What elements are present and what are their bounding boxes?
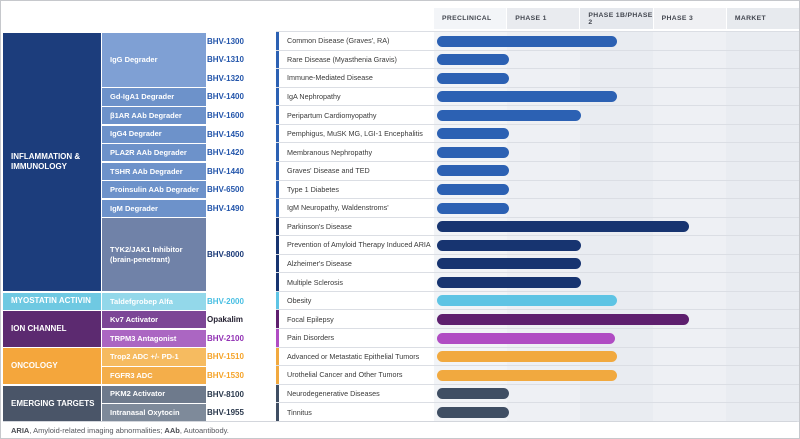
indication-label: Multiple Sclerosis [279, 273, 433, 291]
mechanism-label: TSHR AAb Degrader [110, 166, 183, 176]
mechanism-label: IgG4 Degrader [110, 129, 162, 139]
stage-progress-bar [437, 203, 509, 214]
pipeline-row [276, 385, 799, 404]
program-id [207, 292, 273, 311]
program-id-label: Opakalim [207, 315, 244, 325]
row-chart-area [433, 181, 799, 199]
program-id-label: BHV-2100 [207, 333, 244, 343]
program-id-label: BHV-1530 [207, 371, 244, 381]
category-label: ONCOLOGY [11, 361, 58, 371]
pipeline-row [276, 162, 799, 181]
footnote [3, 421, 797, 438]
program-id-label: BHV-6500 [207, 185, 244, 195]
program-id [207, 385, 273, 404]
mechanism-label: TYK2/JAK1 Inhibitor (brain-penetrant) [110, 245, 183, 264]
row-chart-area [433, 199, 799, 217]
mechanism-label: PLA2R AAb Degrader [110, 148, 187, 158]
stage-progress-bar [437, 240, 581, 251]
stage-progress-bar [437, 277, 581, 288]
stage-progress-bar [437, 314, 689, 325]
pipeline-row [276, 88, 799, 107]
footnote-segment: AAb [164, 425, 180, 435]
program-id [207, 181, 273, 200]
stage-progress-bar [437, 110, 581, 121]
stage-progress-bar [437, 333, 615, 344]
mechanism-label: Gd-IgA1 Degrader [110, 92, 175, 102]
mechanism-label: TRPM3 Antagonist [110, 333, 177, 343]
indication-label: Rare Disease (Myasthenia Gravis) [279, 51, 433, 69]
mechanism-block [102, 218, 206, 291]
program-id-label: BHV-1320 [207, 73, 244, 83]
row-chart-area [433, 143, 799, 161]
pipeline-row [276, 255, 799, 274]
program-id [207, 32, 273, 51]
program-id-label: BHV-1955 [207, 408, 244, 418]
mechanism-block [102, 293, 206, 310]
footnote-text [11, 426, 229, 435]
stage-progress-bar [437, 258, 581, 269]
program-id [207, 329, 273, 348]
pipeline-row [276, 51, 799, 70]
mechanism-label: Kv7 Activator [110, 315, 159, 325]
pipeline-row [276, 403, 799, 422]
mechanism-label: Proinsulin AAb Degrader [110, 185, 199, 195]
program-id-label: BHV-1400 [207, 92, 244, 102]
program-id [207, 143, 273, 162]
program-id [207, 69, 273, 88]
row-chart-area [433, 106, 799, 124]
mechanism-block [102, 348, 206, 365]
category-block [3, 311, 101, 347]
stage-progress-bar [437, 147, 509, 158]
indication-label: Common Disease (Graves', RA) [279, 32, 433, 50]
indication-label: Immune-Mediated Disease [279, 69, 433, 87]
row-chart-area [433, 329, 799, 347]
row-chart-area [433, 236, 799, 254]
pipeline-row [276, 125, 799, 144]
pipeline-row [276, 32, 799, 51]
indication-label: Urothelial Cancer and Other Tumors [279, 366, 433, 384]
program-id [207, 199, 273, 218]
pipeline-row [276, 292, 799, 311]
row-chart-area [433, 88, 799, 106]
indication-label: IgM Neuropathy, Waldenstroms' [279, 199, 433, 217]
program-id-label: BHV-1490 [207, 203, 244, 213]
category-label: MYOSTATIN ACTIVIN [11, 296, 91, 306]
program-id [207, 218, 273, 292]
category-block [3, 386, 101, 422]
stage-progress-bar [437, 221, 689, 232]
indication-label: Advanced or Metastatic Epithelial Tumors [279, 348, 433, 366]
row-chart-area [433, 125, 799, 143]
mechanism-label: FGFR3 ADC [110, 370, 153, 380]
pipeline-row [276, 273, 799, 292]
program-id-label: BHV-1600 [207, 111, 244, 121]
indication-label: Neurodegenerative Diseases [279, 385, 433, 403]
mechanism-block [102, 33, 206, 87]
pipeline-row [276, 199, 799, 218]
stage-progress-bar [437, 388, 509, 399]
category-block [3, 348, 101, 384]
indication-label: IgA Nephropathy [279, 88, 433, 106]
phase-header-phase-1b-phase-2: PHASE 1B/PHASE 2 [580, 8, 652, 29]
category-label: EMERGING TARGETS [11, 398, 95, 408]
row-chart-area [433, 348, 799, 366]
mechanism-block [102, 126, 206, 143]
row-chart-area [433, 162, 799, 180]
mechanism-block [102, 330, 206, 347]
mechanism-block [102, 200, 206, 217]
row-chart-area [433, 385, 799, 403]
phase-header-market: MARKET [727, 8, 799, 29]
footnote-segment: ARIA [11, 425, 30, 435]
program-id-label: BHV-1510 [207, 352, 244, 362]
indication-label: Alzheimer's Disease [279, 255, 433, 273]
row-chart-area [433, 292, 799, 310]
indication-label: Type 1 Diabetes [279, 181, 433, 199]
pipeline-row [276, 69, 799, 88]
category-block [3, 293, 101, 310]
program-id-label: BHV-8000 [207, 250, 244, 260]
mechanism-block [102, 163, 206, 180]
program-id [207, 125, 273, 144]
program-id-label: BHV-1420 [207, 148, 244, 158]
stage-progress-bar [437, 351, 617, 362]
indication-label: Peripartum Cardiomyopathy [279, 106, 433, 124]
mechanism-label: PKM2 Activator [110, 389, 166, 399]
mechanism-label: IgM Degrader [110, 203, 158, 213]
indication-label: Parkinson's Disease [279, 218, 433, 236]
indication-label: Obesity [279, 292, 433, 310]
program-id-label: BHV-1300 [207, 36, 244, 46]
program-id [207, 311, 273, 330]
program-id [207, 162, 273, 181]
mechanism-block [102, 181, 206, 198]
program-id-label: BHV-1310 [207, 55, 244, 65]
program-id [207, 88, 273, 107]
row-chart-area [433, 51, 799, 69]
footnote-segment: , Amyloid-related imaging abnormalities; [29, 425, 165, 435]
indication-rows [276, 31, 799, 422]
stage-progress-bar [437, 407, 509, 418]
program-id [207, 348, 273, 367]
mechanism-label: Intranasal Oxytocin [110, 408, 180, 418]
pipeline-row [276, 106, 799, 125]
mechanism-block [102, 88, 206, 105]
mechanism-block [102, 144, 206, 161]
mechanism-block [102, 367, 206, 384]
mechanism-label: β1AR AAb Degrader [110, 110, 182, 120]
mechanism-label: Trop2 ADC +/- PD-1 [110, 352, 179, 362]
row-chart-area [433, 366, 799, 384]
stage-progress-bar [437, 165, 509, 176]
stage-progress-bar [437, 370, 617, 381]
phase-header-phase-3: PHASE 3 [654, 8, 726, 29]
stage-progress-bar [437, 91, 617, 102]
pipeline-row [276, 348, 799, 367]
row-chart-area [433, 69, 799, 87]
program-id-label: BHV-1440 [207, 166, 244, 176]
stage-progress-bar [437, 295, 617, 306]
phase-header-preclinical: PRECLINICAL [434, 8, 506, 29]
pipeline-row [276, 310, 799, 329]
row-chart-area [433, 273, 799, 291]
row-chart-area [433, 403, 799, 421]
program-id-label: BHV-2000 [207, 296, 244, 306]
indication-label: Membranous Nephropathy [279, 143, 433, 161]
stage-progress-bar [437, 54, 509, 65]
stage-progress-bar [437, 73, 509, 84]
footnote-segment: , Autoantibody. [179, 425, 229, 435]
pipeline-row [276, 366, 799, 385]
pipeline-row [276, 181, 799, 200]
pipeline-row [276, 143, 799, 162]
program-id [207, 366, 273, 385]
indication-label: Graves' Disease and TED [279, 162, 433, 180]
mechanism-block [102, 386, 206, 403]
stage-progress-bar [437, 184, 509, 195]
program-id-label: BHV-1450 [207, 129, 244, 139]
row-chart-area [433, 310, 799, 328]
category-label: INFLAMMATION & IMMUNOLOGY [11, 152, 81, 171]
indication-label: Pemphigus, MuSK MG, LGI-1 Encephalitis [279, 125, 433, 143]
stage-progress-bar [437, 36, 617, 47]
phase-header-row [434, 8, 799, 29]
pipeline-row [276, 329, 799, 348]
pipeline-row [276, 218, 799, 237]
category-block [3, 33, 101, 292]
program-id-label: BHV-8100 [207, 389, 244, 399]
row-chart-area [433, 32, 799, 50]
mechanism-block [102, 107, 206, 124]
mechanism-block [102, 404, 206, 421]
program-id [207, 51, 273, 70]
indication-label: Pain Disorders [279, 329, 433, 347]
mechanism-block [102, 311, 206, 328]
indication-label: Tinnitus [279, 403, 433, 421]
indication-label: Focal Epilepsy [279, 310, 433, 328]
pipeline-row [276, 236, 799, 255]
row-chart-area [433, 218, 799, 236]
mechanism-label: Taldefgrobep Alfa [110, 296, 173, 306]
category-label: ION CHANNEL [11, 324, 67, 334]
indication-label: Prevention of Amyloid Therapy Induced ARIA [279, 236, 433, 254]
row-chart-area [433, 255, 799, 273]
program-id [207, 403, 273, 422]
phase-header-phase-1: PHASE 1 [507, 8, 579, 29]
program-id [207, 106, 273, 125]
stage-progress-bar [437, 128, 509, 139]
mechanism-label: IgG Degrader [110, 55, 158, 65]
